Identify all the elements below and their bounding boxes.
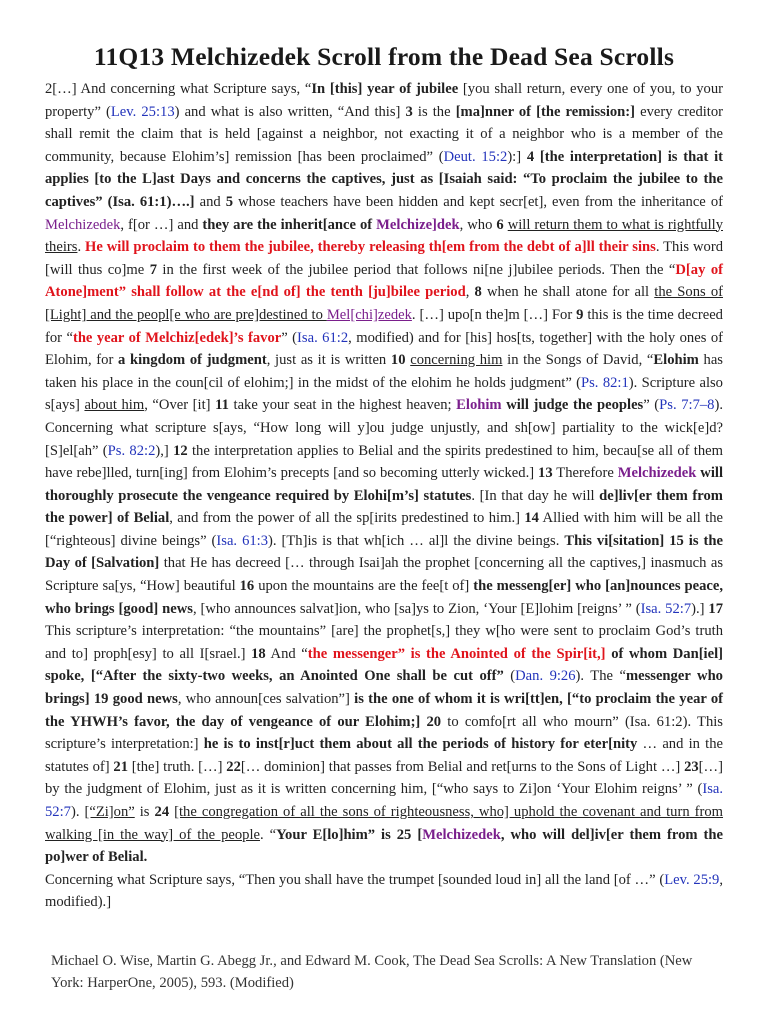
text-run: is: [134, 804, 155, 820]
text-run: ). [Th]is is that wh[ich … al]l the divine beings.: [268, 532, 565, 549]
text-run: take your seat in the highest heaven;: [228, 397, 457, 414]
text-run: Therefore: [552, 465, 618, 482]
text-run: ).: [70, 804, 85, 820]
underlined-text: [“Zi]on”: [84, 804, 135, 820]
scripture-reference: Lev. 25:13: [110, 103, 175, 120]
bold-text: will judge the peoples: [501, 397, 644, 414]
bold-text: 4 [the interpretation] is that it applies [to the L]ast Days and concerns the captives, just as [Isaiah said: “To proclaim the jubilee to the captives” (Isa. 61:1)….]: [45, 148, 723, 210]
text-run: [the] truth. […]: [128, 758, 227, 775]
text-run: ). The “: [575, 668, 626, 685]
bold-text: 17: [708, 600, 723, 617]
bold-text: 7: [149, 261, 157, 278]
scripture-reference: Isa. 52:7: [640, 600, 692, 617]
text-run: Concerning what Scripture says, “Then you shall have the trumpet [sounded loud in] all the land [of …” (: [45, 871, 665, 888]
text-run: . “: [260, 826, 277, 843]
bold-text: Elohim: [653, 352, 699, 369]
text-run: has taken his place in the coun[cil of elohim;] in the midst of the elohim he holds judgment” (: [45, 352, 723, 391]
translation-paragraph-closing: [45, 869, 723, 914]
text-run: , who announ[ces salvation”]: [177, 691, 355, 708]
page-title: 11Q13 Melchizedek Scroll from the Dead Sea Scrolls: [93, 42, 675, 71]
text-run: , just as it is written: [266, 352, 391, 369]
bold-text: a kingdom of judgment: [118, 352, 267, 369]
bold-text: 10: [390, 352, 406, 369]
bold-text: Your E[lo]him” is 25 [: [276, 826, 423, 843]
text-run: ,: [465, 284, 475, 301]
scroll-translation: [45, 78, 723, 914]
text-run: whose teachers have been hidden and kept secr[et], even from the inheritance of: [233, 193, 723, 210]
underlined-text: [the congregation of all the sons of righteousness, who] uphold the covenant and turn from walking [in the way] of the people: [45, 804, 724, 843]
text-run: ” (: [281, 329, 298, 346]
bold-text: they are the inherit[ance of: [202, 216, 377, 233]
bold-text: of whom Dan[iel] spoke, [“After the sixty-two weeks, an Anointed One shall be cut off”: [45, 645, 724, 685]
bold-text: 23: [684, 758, 699, 775]
text-run: . This word [will thus co]me: [45, 239, 724, 278]
text-run: that He has decreed [… through Isai]ah the prophet [concerning all the captives,] inasmuch as Scripture sa[ys, “How] beautiful: [45, 555, 723, 595]
text-run: , and from the power of all the sp[irits predestined to him.]: [169, 510, 525, 527]
text-run: is the: [412, 103, 456, 120]
text-run: ). Concerning what scripture s[ays, “How long will y]ou judge unjustly, and sh[ow] partiality to the wick[e]d? [S]el[ah” (: [45, 397, 723, 459]
text-run: [… dominion] that passes from Belial and ret[urns to the Sons of Light …]: [240, 758, 685, 775]
text-run: , who: [459, 216, 497, 233]
text-run: the interpretation applies to Belial and the spirits predestined to him, becau[se all of them have rebe]lled, turn[ing] from Elohim’s precepts [and so becoming utterly wicked.]: [45, 442, 723, 482]
bold-text: de]liv[er them from the power] of Belial: [45, 487, 723, 527]
text-run: to comfo[rt all who mourn” (Isa. 61:2). This scripture’s interpretation:]: [45, 713, 723, 753]
scripture-reference: Deut. 15:2: [443, 148, 508, 165]
bold-text: 22: [226, 758, 241, 775]
scripture-reference: Isa. 52:7: [45, 781, 723, 820]
bold-text: 8: [474, 284, 482, 301]
bold-text: [ma]nner of [the remission:]: [455, 103, 636, 120]
scripture-reference: Ps. 7:7–8: [659, 397, 715, 414]
source-citation: Michael O. Wise, Martin G. Abegg Jr., and Edward M. Cook, The Dead Sea Scrolls: A New Translation (New York: HarperOne, 2005), 593. (Modified): [51, 952, 693, 991]
highlight-melchizedek: Mel[chi]zedek: [326, 306, 412, 323]
text-run: Allied with him will be all the [“righteous] divine beings” (: [45, 510, 723, 549]
text-run: . [In that day he will: [471, 487, 600, 504]
bold-text: the messeng[er] who [an]nounces peace, who brings [good] news: [45, 578, 724, 617]
text-run: [you shall return, every one of you, to your property” (: [45, 81, 723, 120]
text-run: And “: [265, 645, 308, 662]
underlined-text: the Sons of [Light] and the peopl[e who are pre]destined to: [45, 284, 724, 323]
bold-text: messenger who brings] 19 good news: [45, 668, 723, 708]
highlight-melchizedek: Melchize]dek: [376, 216, 460, 233]
text-run: .: [77, 239, 86, 256]
highlight-red: D[ay of Atone]ment” shall follow at the e[nd of] the tenth [ju]bilee period: [45, 261, 723, 301]
highlight-red: the messenger” is the Anointed of the Spir[it,]: [307, 645, 606, 662]
bold-text: 13: [538, 465, 553, 482]
text-run: … and in the statutes of]: [45, 736, 723, 775]
bold-text: 18: [251, 645, 266, 662]
text-run: ):]: [507, 148, 527, 165]
underlined-text: about him: [84, 397, 145, 414]
text-run: This scripture’s interpretation: “the mountains” [are] the prophet[s,] they w[ho were sent to proclaim God’s truth and to] proph[esy] to all I[srael.]: [45, 623, 723, 662]
highlight-melchizedek: Melchizedek: [422, 826, 501, 843]
text-run: , f[or …] and: [120, 216, 203, 233]
text-run: upon the mountains are the fee[t of]: [254, 578, 474, 595]
bold-text: he is to inst[r]uct them about all the periods of history for eter[nity: [203, 736, 638, 753]
text-run: ).]: [691, 600, 709, 617]
text-run: 2[…] And concerning what Scripture says, “: [45, 81, 312, 97]
bold-text: 24: [154, 804, 170, 820]
text-run: ). Scripture also s[ays]: [45, 374, 723, 414]
text-run: , [who announces salvat]ion, who [sa]ys to Zion, ‘Your [E]lohim [reigns’ ” (: [192, 600, 641, 617]
bold-text: 16: [239, 578, 255, 595]
bold-text: This vi[sitation] 15 is the Day of [Salvation]: [45, 532, 723, 572]
highlight-red: the year of Melchiz[edek]’s favor: [72, 329, 282, 346]
text-run: this is the time decreed for “: [45, 306, 723, 346]
scripture-reference: Isa. 61:2: [297, 329, 349, 346]
bold-text: 3: [405, 103, 413, 120]
highlight-red: He will proclaim to them the jubilee, thereby releasing th[em from the debt of a]ll their sins: [85, 239, 656, 256]
scripture-reference: Ps. 82:2: [107, 442, 156, 459]
text-run: ” (: [643, 397, 660, 414]
highlight-melchizedek: Melchizedek: [45, 216, 121, 233]
text-run: […] by the judgment of Elohim, just as it is written concerning him, [“who says to Zi]on ‘Your Elohim reigns’ ” (: [45, 758, 723, 798]
text-run: in the Songs of David, “: [502, 352, 654, 369]
highlight-melchizedek: Melchizedek: [617, 465, 697, 482]
bold-text: 6: [496, 216, 504, 233]
bold-text: is the one of whom it is wri[tt]en, [“to proclaim the year of the YHWH’s favor, the day of vengeance of our Elohim;] 20: [45, 691, 724, 730]
text-run: ),]: [155, 442, 174, 459]
bold-text: In [this] year of jubilee: [311, 81, 459, 97]
text-run: (: [503, 668, 516, 685]
bold-text: 21: [113, 758, 128, 775]
underlined-text: will return them to what is rightfully theirs: [45, 216, 723, 256]
scripture-reference: Ps. 82:1: [581, 374, 629, 391]
bold-text: will thoroughly prosecute the vengeance required by Elohi[m’s] statutes: [45, 465, 724, 504]
highlight-melchizedek: Elohim: [456, 397, 502, 414]
text-run: . […] upo[n the]m […] For: [411, 306, 577, 323]
text-run: and: [194, 193, 226, 210]
bold-text: 11: [215, 397, 229, 414]
scripture-reference: Lev. 25:9: [664, 871, 720, 888]
text-run: ) and what is also written, “And this]: [174, 103, 406, 120]
scripture-reference: Isa. 61:3: [216, 532, 269, 549]
text-run: , modified).]: [45, 871, 724, 911]
text-run: , modified) and for [his] hos[ts, together] with the holy ones of Elohim, for: [45, 329, 723, 369]
bold-text: 9: [576, 306, 584, 323]
text-run: when he shall atone for all: [481, 284, 655, 301]
scripture-reference: Dan. 9:26: [515, 668, 576, 685]
bold-text: 5: [225, 193, 234, 210]
bold-text: 12: [173, 442, 188, 459]
translation-paragraph: [45, 78, 723, 869]
underlined-text: concerning him: [410, 352, 503, 369]
text-run: , “Over [it]: [144, 397, 216, 414]
text-run: in the first week of the jubilee period that follows ni[ne j]ubilee periods. Then the “: [156, 261, 676, 278]
bold-text: 14: [524, 510, 539, 527]
bold-text: , who will del]iv[er them from the po]wer of Belial.: [45, 826, 724, 866]
text-run: every creditor shall remit the claim that is held [against a neighbor, not exacting it of a neighbor who is a member of the community, because Elohim’s] remission [has been proclaimed” (: [45, 103, 724, 165]
